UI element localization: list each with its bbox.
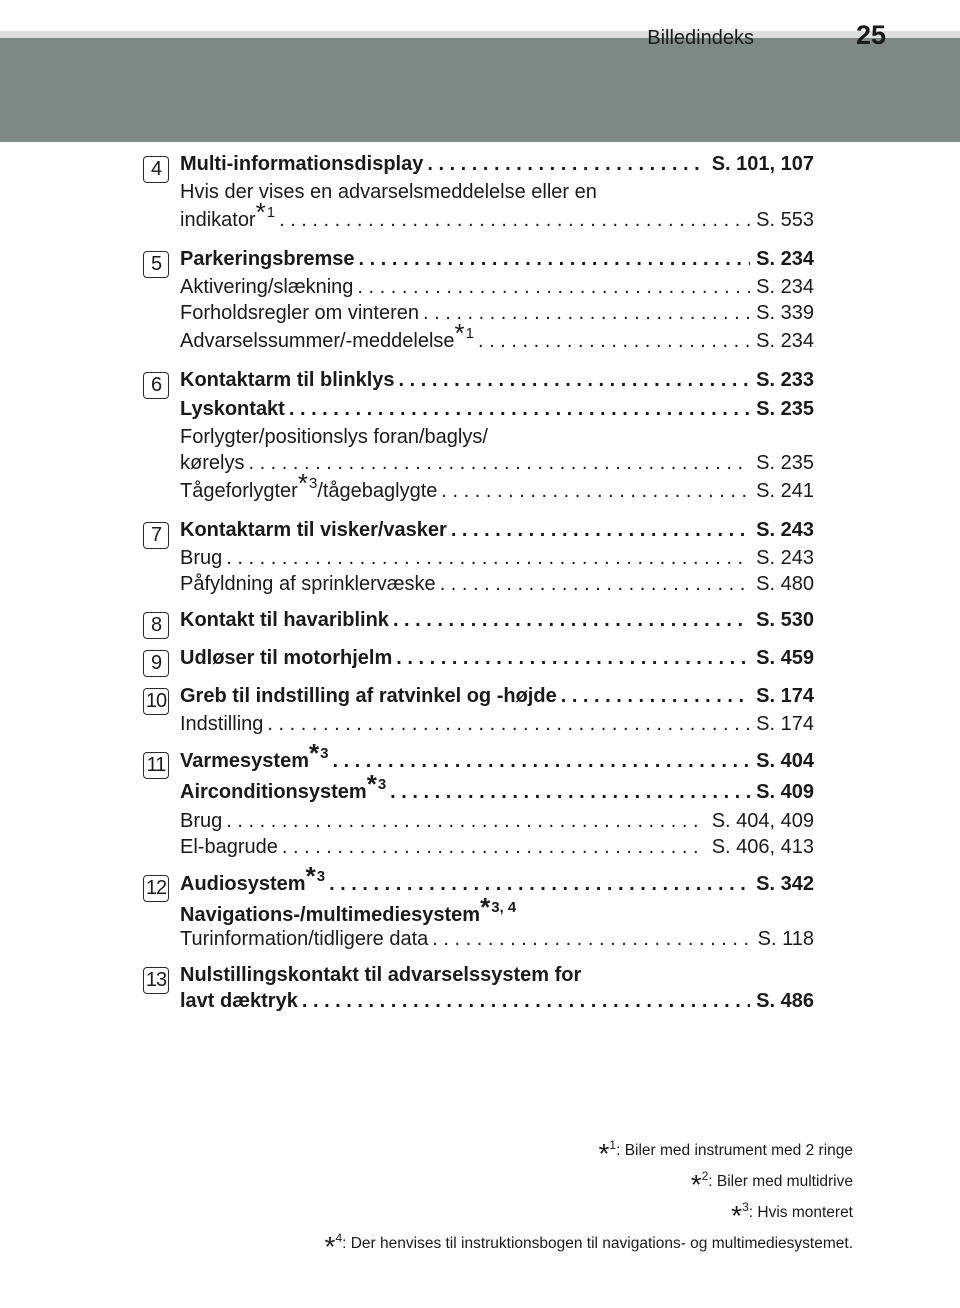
star-icon: * bbox=[255, 197, 266, 227]
page-header bbox=[0, 0, 960, 58]
entry-label: Påfyldning af sprinklervæske bbox=[180, 573, 436, 595]
entry-label: Kontaktarm til visker/vasker bbox=[180, 519, 447, 541]
index-entry-subitem bbox=[180, 300, 814, 326]
star-icon: * bbox=[598, 1138, 610, 1169]
item-number-badge: 6 bbox=[143, 372, 169, 399]
index-entry-group bbox=[0, 861, 960, 952]
star-icon: * bbox=[690, 1169, 702, 1200]
index-entry-heading bbox=[180, 961, 814, 987]
index-entry-subitem bbox=[180, 834, 814, 860]
entry-label: Hvis der vises en advarselsmeddelelse eller en bbox=[180, 181, 597, 203]
page-reference[interactable]: S. 101, 107 bbox=[711, 153, 814, 175]
star-icon: * bbox=[308, 738, 320, 768]
page-reference[interactable]: S. 342 bbox=[756, 873, 814, 895]
dot-leader bbox=[427, 150, 705, 179]
entry-label: Turinformation/tidligere data bbox=[180, 928, 429, 950]
index-entry-subitem bbox=[180, 179, 814, 205]
entry-label: Tågeforlygter$^{*3}$/tågebaglygte bbox=[180, 468, 438, 502]
footnote bbox=[325, 1165, 853, 1200]
page-reference[interactable]: S. 409 bbox=[756, 781, 814, 803]
dot-leader bbox=[279, 205, 750, 236]
page-reference[interactable]: S. 235 bbox=[756, 398, 814, 420]
index-entry-heading bbox=[180, 644, 814, 673]
page-reference[interactable]: S. 174 bbox=[756, 685, 814, 707]
page-reference[interactable]: S. 233 bbox=[756, 369, 814, 391]
entry-label: Brug bbox=[180, 810, 223, 832]
footnote-reference: *1 bbox=[454, 318, 475, 348]
page-reference[interactable]: S. 339 bbox=[756, 302, 814, 324]
dot-leader bbox=[332, 746, 750, 777]
index-entry-heading bbox=[180, 395, 814, 424]
footnote-reference: *3 bbox=[305, 861, 326, 891]
entry-label: kørelys bbox=[180, 452, 245, 474]
index-entry-group bbox=[0, 150, 960, 236]
page-reference[interactable]: S. 174 bbox=[756, 713, 814, 735]
entry-label: Parkeringsbremse bbox=[180, 248, 355, 270]
entry-label: El-bagrude bbox=[180, 836, 278, 858]
dot-leader bbox=[226, 808, 705, 834]
dot-leader bbox=[248, 450, 750, 476]
footnotes bbox=[324, 1134, 853, 1262]
entry-label: lavt dæktryk bbox=[180, 990, 298, 1012]
page-reference[interactable]: S. 234 bbox=[756, 330, 814, 352]
dot-leader bbox=[289, 395, 750, 424]
dot-leader bbox=[396, 644, 750, 673]
dot-leader bbox=[441, 476, 750, 507]
page-reference[interactable]: S. 459 bbox=[756, 647, 814, 669]
footnote-text: : Der henvises til instruktionsbogen til navigations- og multimediesystemet. bbox=[342, 1235, 853, 1252]
item-number-badge: 9 bbox=[143, 650, 169, 677]
index-entry-subitem bbox=[180, 318, 814, 357]
index-entry-subitem bbox=[180, 926, 814, 952]
page-reference[interactable]: S. 486 bbox=[756, 990, 814, 1012]
dot-leader bbox=[440, 571, 750, 597]
entry-label: Udløser til motorhjelm bbox=[180, 647, 393, 669]
index-entry-subitem bbox=[180, 450, 814, 476]
entry-label: Airconditionsystem$^{*3}$ bbox=[180, 769, 387, 803]
index-entry-heading bbox=[180, 682, 814, 711]
entry-label: Forlygter/positionslys foran/baglys/ bbox=[180, 426, 488, 448]
index-entry-heading bbox=[180, 516, 814, 545]
star-icon: * bbox=[454, 318, 465, 348]
item-number-badge: 7 bbox=[143, 522, 169, 549]
dot-leader bbox=[432, 926, 751, 952]
index-entry-subitem bbox=[180, 808, 814, 834]
entry-label: Greb til indstilling af ratvinkel og -højde bbox=[180, 685, 557, 707]
star-icon: * bbox=[731, 1200, 743, 1231]
index-entry-heading bbox=[180, 892, 814, 926]
index-entry-subitem bbox=[180, 571, 814, 597]
entry-label: Multi-informationsdisplay bbox=[180, 153, 424, 175]
index-entry-group bbox=[0, 516, 960, 597]
footnote-text: : Biler med instrument med 2 ringe bbox=[616, 1142, 853, 1159]
index-list bbox=[0, 150, 960, 1025]
footnote-marker: 2 bbox=[701, 1169, 709, 1183]
footnote bbox=[325, 1196, 853, 1231]
index-entry-group bbox=[0, 644, 960, 673]
index-entry-subitem bbox=[180, 711, 814, 737]
index-entry-heading bbox=[180, 738, 814, 777]
page-reference[interactable]: S. 406, 413 bbox=[711, 836, 814, 858]
star-icon: * bbox=[305, 861, 316, 891]
dot-leader bbox=[282, 834, 706, 860]
index-entry-heading bbox=[180, 861, 814, 900]
footnote-text: : Hvis monteret bbox=[748, 1204, 853, 1221]
entry-label: Aktivering/slækning bbox=[180, 276, 354, 298]
page-reference[interactable]: S. 235 bbox=[756, 452, 814, 474]
index-entry-subitem bbox=[180, 545, 814, 571]
page-reference[interactable]: S. 243 bbox=[756, 519, 814, 541]
star-icon: * bbox=[324, 1231, 336, 1262]
header-divider bbox=[0, 31, 960, 38]
item-number-badge: 13 bbox=[143, 967, 169, 994]
item-number-badge: 10 bbox=[143, 688, 169, 715]
item-number-badge: 4 bbox=[143, 156, 169, 183]
footnote-reference: *3, 4 bbox=[480, 892, 517, 922]
item-number-badge: 12 bbox=[143, 875, 169, 902]
entry-label: Kontaktarm til blinklys bbox=[180, 369, 395, 391]
footnote-text: : Biler med multidrive bbox=[708, 1173, 853, 1190]
dot-leader bbox=[226, 545, 750, 571]
entry-label: Kontakt til havariblink bbox=[180, 609, 389, 631]
index-entry-group bbox=[0, 366, 960, 507]
entry-label: Lyskontakt bbox=[180, 398, 285, 420]
dot-leader bbox=[393, 606, 750, 635]
footnote-reference: *3 bbox=[308, 738, 329, 768]
footnote-reference: *3 bbox=[366, 769, 387, 799]
index-entry-group bbox=[0, 738, 960, 860]
item-number-badge: 11 bbox=[143, 752, 169, 779]
index-entry-heading bbox=[180, 606, 814, 635]
page-reference[interactable]: S. 241 bbox=[756, 480, 814, 502]
entry-label: Forholdsregler om vinteren bbox=[180, 302, 419, 324]
item-number-badge: 8 bbox=[143, 612, 169, 639]
item-number-badge: 5 bbox=[143, 251, 169, 278]
dot-leader bbox=[478, 326, 750, 357]
entry-label: indikator$^{*1}$ bbox=[180, 197, 276, 231]
index-entry-group bbox=[0, 961, 960, 1016]
index-entry-heading bbox=[180, 987, 814, 1016]
index-entry-group bbox=[0, 606, 960, 635]
page-reference[interactable]: S. 234 bbox=[756, 276, 814, 298]
entry-label: Varmesystem$^{*3}$ bbox=[180, 738, 329, 772]
footnote-marker: 4 bbox=[335, 1231, 343, 1245]
index-entry-subitem bbox=[180, 468, 814, 507]
index-entry-group bbox=[0, 245, 960, 357]
footnote-marker: 3 bbox=[742, 1200, 749, 1214]
page-reference[interactable]: S. 234 bbox=[756, 248, 814, 270]
page-reference[interactable]: S. 553 bbox=[756, 209, 814, 231]
star-icon: * bbox=[480, 892, 491, 922]
index-entry-heading bbox=[180, 245, 814, 274]
dot-leader bbox=[302, 987, 750, 1016]
entry-label: Audiosystem$^{*3}$ bbox=[180, 861, 326, 895]
star-icon: * bbox=[297, 468, 308, 498]
index-entry-heading bbox=[180, 366, 814, 395]
dot-leader bbox=[561, 682, 750, 711]
dot-leader bbox=[399, 366, 751, 395]
page-number: 25 bbox=[855, 20, 886, 50]
page-reference[interactable]: S. 118 bbox=[757, 928, 814, 950]
page-reference[interactable]: S. 480 bbox=[756, 573, 814, 595]
index-entry-heading bbox=[180, 769, 814, 808]
entry-label: Advarselssummer/-meddelelse$^{*1}$ bbox=[180, 318, 475, 352]
page-reference[interactable]: S. 243 bbox=[756, 547, 814, 569]
index-entry-subitem bbox=[180, 197, 814, 236]
index-entry-heading bbox=[180, 150, 814, 179]
footnote bbox=[324, 1227, 853, 1262]
dot-leader bbox=[451, 516, 750, 545]
dot-leader bbox=[390, 777, 750, 808]
index-entry-subitem bbox=[180, 274, 814, 300]
dot-leader bbox=[359, 245, 751, 274]
index-entry-group bbox=[0, 682, 960, 737]
entry-label: Navigations-/multimediesystem$^{*3, 4}$ bbox=[180, 892, 517, 926]
header-band bbox=[0, 38, 960, 142]
page-reference[interactable]: S. 404, 409 bbox=[711, 810, 814, 832]
index-entry-subitem bbox=[180, 424, 814, 450]
footnote-reference: *3 bbox=[297, 468, 318, 498]
entry-label: Indstilling bbox=[180, 713, 264, 735]
dot-leader bbox=[267, 711, 750, 737]
footnote-reference: *1 bbox=[255, 197, 276, 227]
entry-label: Nulstillingskontakt til advarselssystem for bbox=[180, 964, 582, 986]
footnote bbox=[325, 1134, 853, 1169]
star-icon: * bbox=[366, 769, 377, 799]
dot-leader bbox=[329, 869, 750, 900]
page-reference[interactable]: S. 404 bbox=[756, 750, 814, 772]
section-title: Billedindeks bbox=[647, 27, 754, 49]
footnote-marker: 1 bbox=[609, 1138, 617, 1152]
dot-leader bbox=[423, 300, 750, 326]
entry-label: Brug bbox=[180, 547, 223, 569]
dot-leader bbox=[357, 274, 750, 300]
page-reference[interactable]: S. 530 bbox=[756, 609, 814, 631]
